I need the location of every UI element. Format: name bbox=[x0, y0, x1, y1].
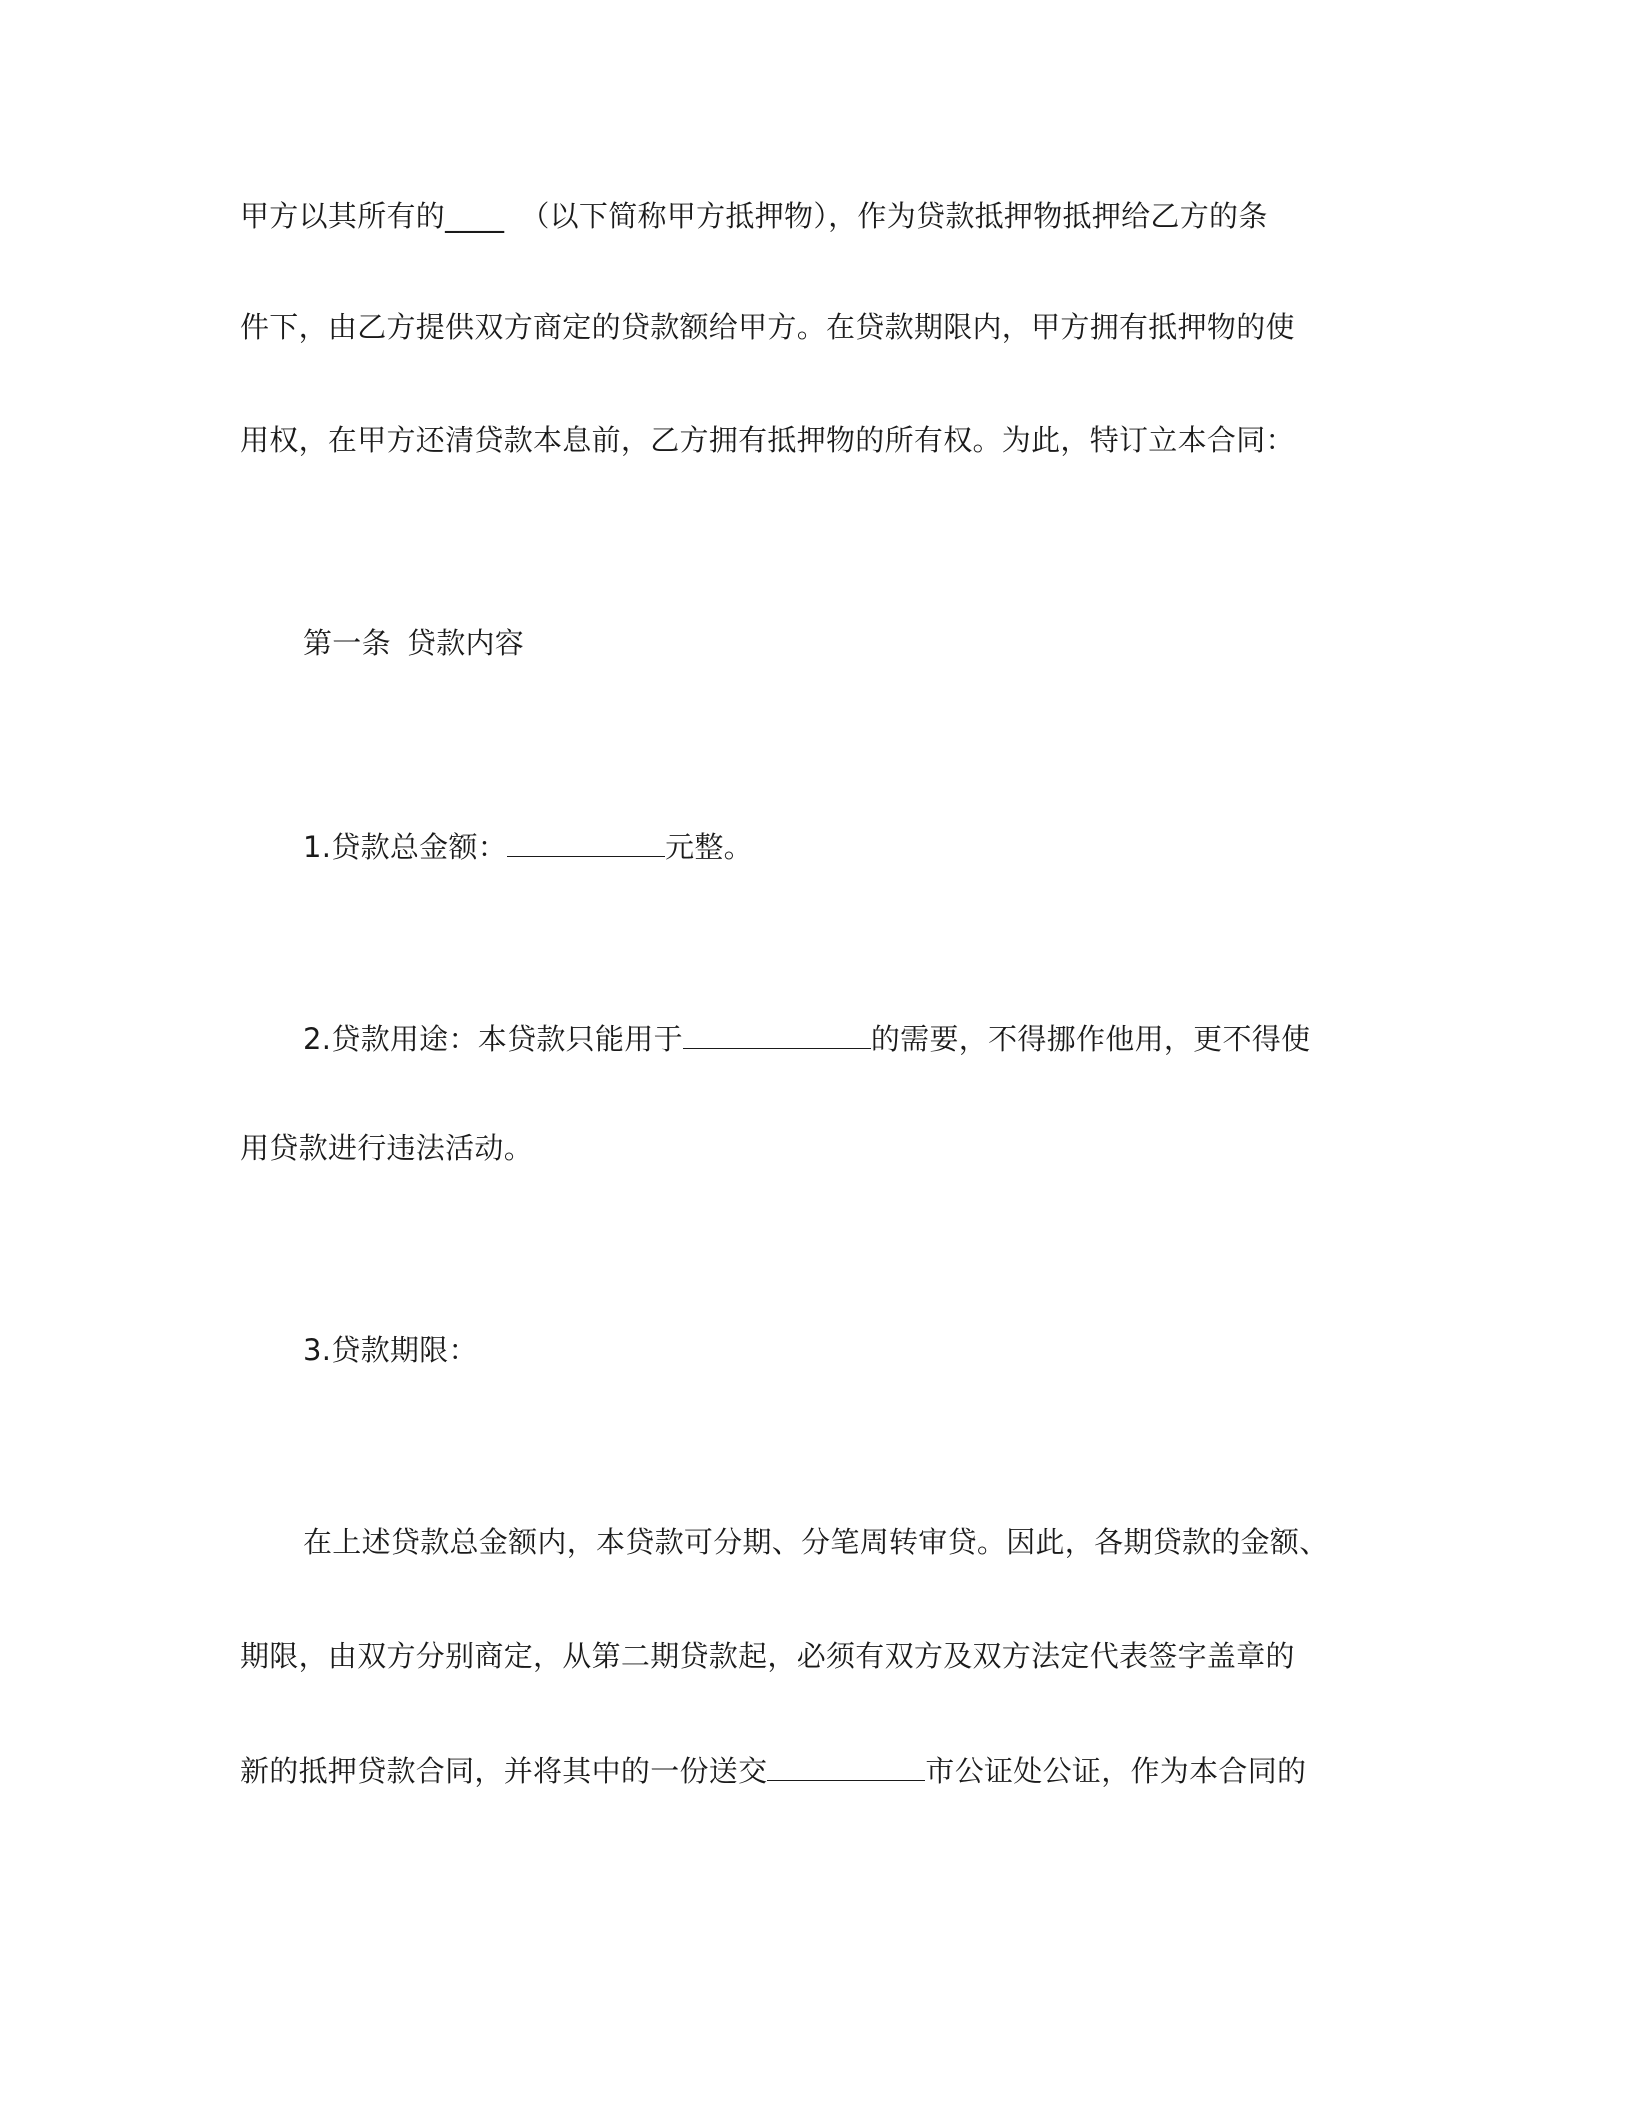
item-1 bbox=[303, 826, 753, 867]
item-2-continuation: 用贷款进行违法活动。 bbox=[240, 1131, 534, 1165]
purpose-blank-field bbox=[683, 1018, 871, 1049]
item-1-label: 1.贷款总金额： bbox=[303, 830, 508, 864]
city-blank-field bbox=[767, 1750, 925, 1781]
item-1-suffix: 元整。 bbox=[665, 830, 753, 864]
article-heading bbox=[303, 623, 524, 663]
para-line-2: 期限，由双方分别商定，从第二期贷款起，必须有双方及双方法定代表签字盖章的 bbox=[240, 1639, 1295, 1673]
intro-line-1-text-b: （以下简称甲方抵押物），作为贷款抵押物抵押给乙方的条 bbox=[520, 199, 1268, 233]
para-line-1: 在上述贷款总金额内，本贷款可分期、分笔周转审贷。因此，各期贷款的金额、 bbox=[303, 1525, 1329, 1559]
para-line-3 bbox=[240, 1750, 1306, 1791]
item-2 bbox=[303, 1018, 1310, 1059]
item-2-suffix: 的需要，不得挪作他用，更不得使 bbox=[870, 1022, 1311, 1056]
intro-line-1 bbox=[240, 196, 1268, 236]
para-line-3-text-b: 市公证处公证，作为本合同的 bbox=[925, 1754, 1307, 1788]
para-line-3-text-a: 新的抵押贷款合同，并将其中的一份送交 bbox=[240, 1754, 768, 1788]
item-3-label: 3.贷款期限： bbox=[303, 1333, 478, 1367]
intro-line-1-text-a: 甲方以其所有的____ bbox=[240, 199, 505, 233]
intro-line-2: 件下，由乙方提供双方商定的贷款额给甲方。在贷款期限内，甲方拥有抵押物的使 bbox=[240, 310, 1295, 344]
article-number: 第一条 bbox=[303, 626, 391, 660]
item-2-label: 2.贷款用途：本贷款只能用于 bbox=[303, 1022, 683, 1056]
intro-line-3: 用权，在甲方还清贷款本息前，乙方拥有抵押物的所有权。为此，特订立本合同： bbox=[240, 423, 1295, 457]
article-title: 贷款内容 bbox=[406, 626, 525, 660]
amount-blank-field bbox=[507, 826, 665, 857]
